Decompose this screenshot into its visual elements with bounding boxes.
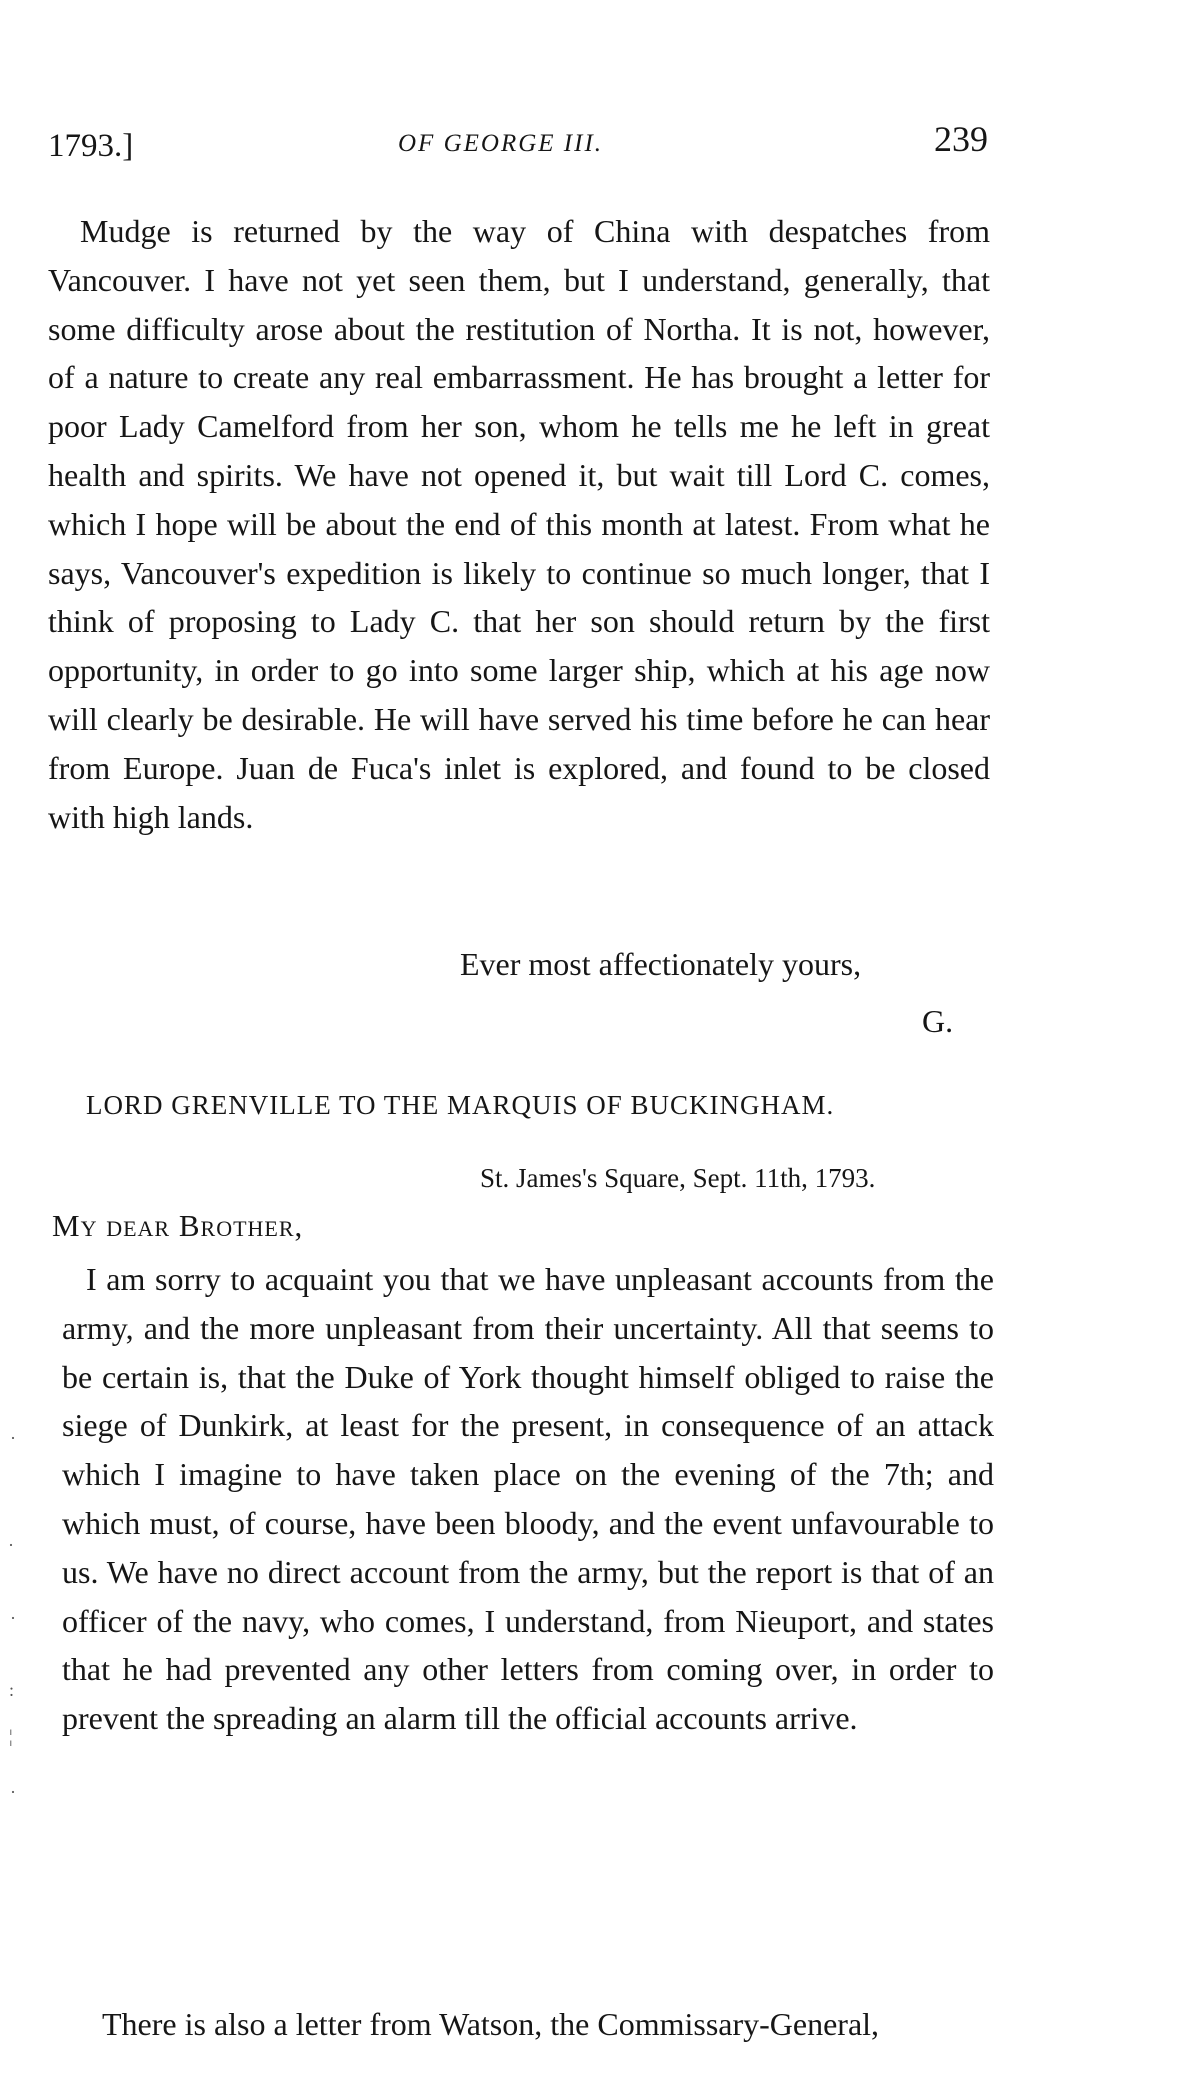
letter-salutation: My dear Brother, bbox=[52, 1208, 304, 1243]
letter-heading: LORD GRENVILLE TO THE MARQUIS OF BUCKINGHAM. bbox=[86, 1090, 835, 1120]
margin-speck: · bbox=[10, 1428, 16, 1448]
letter-body-paragraph: I am sorry to acquaint you that we have unpleasant accounts from the army, and the more unpleasant from their uncertainty. All that seems to be certain is, that the Duke of York thought himself obliged to raise the siege of Dunkirk, at least for the present, in consequence of an attack which I imagine to have taken place on the evening of the 7th; and which must, of course, have been bloody, and the event unfavourable to us. We have no direct account from the army, but the report is that of an officer of the navy, who comes, I understand, from Nieuport, and states that he had prevented any other letters from coming over, in order to prevent the spreading an alarm till the official accounts arrive. bbox=[62, 1261, 994, 1737]
letter-body-paragraph: There is also a letter from Watson, the Commissary-General, bbox=[102, 2006, 880, 2042]
running-head bbox=[48, 118, 988, 168]
letter-closing: Ever most affectionately yours, bbox=[460, 946, 862, 982]
margin-speck: · bbox=[8, 1535, 14, 1555]
letter-place-date: St. James's Square, Sept. 11th, 1793. bbox=[480, 1163, 876, 1193]
margin-speck: · bbox=[10, 1782, 16, 1802]
margin-speck: ¦ bbox=[9, 1726, 13, 1746]
letter-body-paragraph: Mudge is returned by the way of China with despatches from Vancouver. I have not yet seen them, but I understand, generally, that some difficulty arose about the restitution of Northa. It is not, however, of a nature to create any real embarrassment. He has brought a letter for poor Lady Camelford from her son, whom he tells me he left in great health and spirits. We have not opened it, but wait till Lord C. comes, which I hope will be about the end of this month at latest. From what he says, Vancouver's expedition is likely to continue so much longer, that I think of proposing to Lady C. that her son should return by the first opportunity, in order to go into some larger ship, which at his age now will clearly be desirable. He will have served his time before he can hear from Europe. Juan de Fuca's inlet is explored, and found to be closed with high lands. bbox=[48, 213, 990, 835]
margin-speck: : bbox=[9, 1680, 15, 1700]
page-number: 239 bbox=[934, 119, 988, 159]
margin-speck: · bbox=[10, 1608, 16, 1628]
letter-signature: G. bbox=[922, 1003, 954, 1039]
running-head-title: OF GEORGE III. bbox=[398, 130, 604, 157]
running-head-year: 1793.] bbox=[48, 128, 134, 164]
